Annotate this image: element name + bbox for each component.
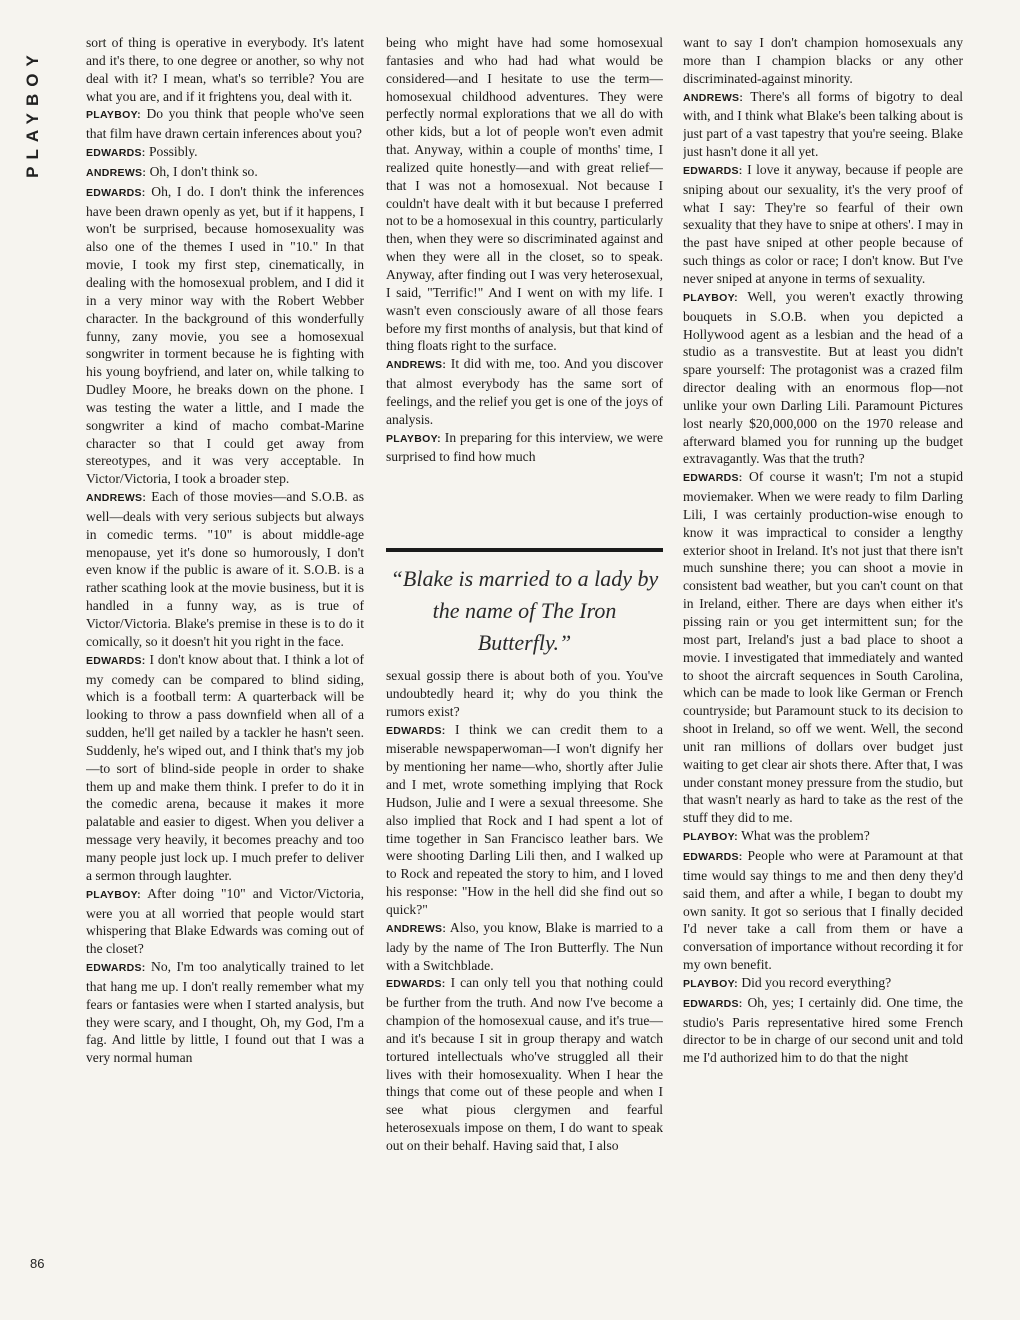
- speaker-label: ANDREWS:: [386, 359, 447, 372]
- interview-paragraph: [386, 429, 663, 467]
- paragraph-text: Do you think that people who've seen that film have drawn certain inferences about you?: [86, 106, 364, 142]
- magazine-name: PLAYBOY: [23, 48, 42, 178]
- magazine-masthead: [16, 28, 50, 198]
- speaker-label: PLAYBOY:: [86, 888, 141, 901]
- interview-paragraph: [386, 667, 663, 721]
- interview-paragraph: [86, 143, 364, 163]
- article-column-2-bottom: [386, 667, 663, 1284]
- speaker-label: PLAYBOY:: [683, 291, 738, 304]
- paragraph-text: Oh, yes; I certainly did. One time, the studio's Paris representative hired some French director to be in charge of our second unit and told me I'd authorized him to do that the night: [683, 994, 963, 1066]
- speaker-label: EDWARDS:: [86, 186, 146, 199]
- paragraph-text: sort of thing is operative in everybody. It's latent and it's there, to one degree or another, so why not deal with it? I mean, what's so terrible? You are what you are, and if it frightens you, deal with it.: [86, 35, 364, 104]
- interview-paragraph: [86, 958, 364, 1067]
- paragraph-text: I don't know about that. I think a lot of my comedy can be compared to blind siding, which is a football term: A quarterback will be looking to throw a pass downfield when all of a sudden, he'll get nailed by a tackler he hasn't seen. Suddenly, he's wiped out, and I think that's my job—to sort of blind-side people in order to shake them up and make them think. I prefer to do it in the comedic arena, because it makes it more palatable and easier to digest. When you deliver a message very heavily, it becomes preachy and too many people just lock up. I much prefer to deliver a sermon through laughter.: [86, 651, 364, 883]
- paragraph-text: Also, you know, Blake is married to a lady by the name of The Iron Butterfly. The Nun with a Switchblade.: [386, 919, 663, 973]
- interview-paragraph: [386, 974, 663, 1154]
- paragraph-text: I can only tell you that nothing could be further from the truth. And now I've become a champion of the homosexual cause, and it's true—and it's because I sit in group therapy and watch tortured intellectuals who've struggled all their lives with their homosexuality. When I hear the things that come out of these people and when I see what pious clergymen and fearful heterosexuals impose on them, I do want to speak out on their behalf. Having said that, I also: [386, 975, 663, 1153]
- speaker-label: PLAYBOY:: [386, 432, 441, 445]
- interview-paragraph: [86, 885, 364, 958]
- interview-paragraph: [86, 183, 364, 488]
- speaker-label: EDWARDS:: [683, 164, 743, 177]
- speaker-label: EDWARDS:: [386, 978, 446, 991]
- speaker-label: PLAYBOY:: [86, 109, 141, 122]
- paragraph-text: Well, you weren't exactly throwing bouquets in S.O.B. when you depicted a Hollywood agent as a lesbian and the head of a studio as a transvestite. But at least you didn't spare yourself: The protagonist was a crazed film director dealing with an enormous flop—not unlike your own Darling Lili. Paramount Pictures lost nearly $20,000,000 on the 1970 release and afterward blamed you for running up the budget extravagantly. Was that the truth?: [683, 288, 963, 467]
- interview-paragraph: [386, 355, 663, 428]
- interview-paragraph: [86, 651, 364, 885]
- speaker-label: EDWARDS:: [386, 724, 446, 737]
- speaker-label: EDWARDS:: [86, 654, 146, 667]
- interview-paragraph: [683, 34, 963, 88]
- interview-paragraph: [683, 994, 963, 1067]
- paragraph-text: Each of those movies—and S.O.B. as well—deals with very serious subjects but always in comedic terms. "10" is about middle-age menopause, yet it's done so humorously, I don't even know if the public is aware of it. S.O.B. is a rather scathing look at the movie business, but it is handled in a funny way, as is true of Victor/Victoria. Blake's premise in these is to do it comically, so it doesn't hit you right in the face.: [86, 489, 364, 649]
- interview-paragraph: [86, 105, 364, 143]
- interview-paragraph: [683, 288, 963, 468]
- speaker-label: PLAYBOY:: [683, 977, 738, 990]
- paragraph-text: being who might have had some homosexual fantasies and who had had what would be considered—and I hesitate to use the term—homosexual childhood adventures. They were perfectly normal explorations that we all do with other kids, but a lot of people won't even admit that. Anyway, within a couple of months' time, I realized quite honestly—and with great relief—that I was not a homosexual. Not because I couldn't have dealt with it but because I preferred not to be a homosexual in this country, particularly then, when they were so discriminated against and when they were all in the closet, so to speak. Anyway, after finding out I was very heterosexual, I said, "Terrific!" And I went on with my life. I wasn't even consciously aware of all those fears before my first months of analysis, but that kind of thing floats right to the surface.: [386, 35, 663, 354]
- article-column-1: [86, 34, 364, 1284]
- interview-paragraph: [683, 88, 963, 161]
- interview-paragraph: [86, 163, 364, 183]
- speaker-label: PLAYBOY:: [683, 831, 738, 844]
- article-column-3: [683, 34, 963, 1284]
- speaker-label: EDWARDS:: [683, 472, 743, 485]
- article-column-2-top: [386, 34, 663, 530]
- paragraph-text: I think we can credit them to a miserable newspaperwoman—I won't dignify her by mentioning her name—who, shortly after Julie and I met, wrote something implying that Rock Hudson, Julie and I were a sexual threesome. She also implied that Rock and I had spent a lot of time together in San Francisco leather bars. We were shooting Darling Lili then, and I walked up to Rock and repeated the story to him, and I loved his response: "How in the hell did she find out so quick?": [386, 721, 663, 917]
- paragraph-text: There's all forms of bigotry to deal with, and I think what Blake's been talking about is just part of a vast tapestry that you're seeing. Blake just hasn't done it all yet.: [683, 88, 963, 160]
- interview-paragraph: [683, 827, 963, 847]
- speaker-label: EDWARDS:: [86, 147, 146, 160]
- paragraph-text: I love it anyway, because if people are sniping about our sexuality, it's the very proof of what I say: They're so fearful of their own sexuality that they have to snipe at others'. I may in the past have sniped at other people because of such things as color or race; I don't know. But I've never sniped at anyone in terms of sexuality.: [683, 161, 963, 286]
- speaker-label: ANDREWS:: [386, 922, 447, 935]
- interview-paragraph: [386, 34, 663, 355]
- interview-paragraph: [683, 161, 963, 288]
- speaker-label: EDWARDS:: [683, 850, 743, 863]
- paragraph-text: After doing "10" and Victor/Victoria, were you at all worried that people would start whispering that Blake Edwards was coming out of the closet?: [86, 885, 364, 957]
- paragraph-text: Of course it wasn't; I'm not a stupid moviemaker. When we were ready to film Darling Lili, I was certainly production-wise enough to know it was impractical to consider a lengthy exterior shoot in Ireland. It's not just that there isn't much sunshine there; you can shoot a movie in consistent bad weather, but you can't count on that in Ireland, either. There are days when either it's pissing rain or you get intermittent sun; for the most part, Ireland's just a bad place to shoot a movie. I investigated that immediately and wanted to shoot the aircraft sequences in South Carolina, which can be made to look like German or French countryside; but Paramount stuck to its decision to shoot in Ireland, so off we went. Well, the second unit ran millions of dollars over budget just waiting to get clear air shots there. After that, I was under constant money pressure from the studio, but that wasn't nearly as hard to take as the rest of the stuff they did to me.: [683, 469, 963, 826]
- paragraph-text: No, I'm too analytically trained to let that hang me up. I don't really remember what my fears or fantasies were when I started analysis, but they were scary, and I thought, Oh, my God, I'm a fag. And little by little, I found out that I was a very normal human: [86, 959, 364, 1066]
- page-number: 86: [30, 1256, 45, 1271]
- interview-paragraph: [86, 488, 364, 651]
- paragraph-text: Did you record everything?: [741, 974, 892, 990]
- paragraph-text: Oh, I do. I don't think the inferences have been drawn openly as yet, but if it happens, I won't be surprised, because homosexuality was also one of the themes I used in "10." In that movie, I took my first step, cinematically, in dealing with the homosexual problem, and I did it in a very minor way with the Robert Webber character. In the background of this wonderfully funny, zany movie, you see a homosexual songwriter in torment because he is fighting with his young boyfriend, and later on, while talking to Dudley Moore, he breaks down on the phone. I was testing the water a little, and I made the songwriter a kind of macho combat-Marine character so that I could get away from stereotypes, and it was very acceptable. In Victor/Victoria, I took a broader step.: [86, 183, 364, 487]
- interview-paragraph: [683, 974, 963, 994]
- paragraph-text: sexual gossip there is about both of you. You've undoubtedly heard it; why do you think the rumors exist?: [386, 668, 663, 719]
- pull-quote-rule: [386, 548, 663, 552]
- interview-paragraph: [683, 468, 963, 827]
- interview-paragraph: [86, 34, 364, 105]
- interview-paragraph: [386, 721, 663, 919]
- interview-paragraph: [683, 847, 963, 974]
- speaker-label: EDWARDS:: [86, 962, 146, 975]
- paragraph-text: What was the problem?: [741, 828, 870, 844]
- speaker-label: ANDREWS:: [86, 166, 147, 179]
- pull-quote: “Blake is married to a lady by the name of The Iron Butterfly.”: [390, 566, 659, 655]
- paragraph-text: People who were at Paramount at that time would say things to me and then deny they'd said them, and after a while, I began to doubt my own sanity. It got so serious that I finally decided I'd never take a call from them or have a conversation of importance without recording it for my own benefit.: [683, 847, 963, 973]
- paragraph-text: Possibly.: [148, 144, 198, 160]
- paragraph-text: Oh, I don't think so.: [149, 163, 258, 179]
- paragraph-text: In preparing for this interview, we were surprised to find how much: [386, 429, 663, 465]
- paragraph-text: want to say I don't champion homosexuals any more than I champion blacks or any other discriminated-against minority.: [683, 35, 963, 86]
- speaker-label: ANDREWS:: [86, 492, 147, 505]
- interview-paragraph: [386, 919, 663, 975]
- paragraph-text: It did with me, too. And you discover that almost everybody has the same sort of feelings, and the relief you get is one of the joys of analysis.: [386, 356, 663, 427]
- speaker-label: EDWARDS:: [683, 997, 743, 1010]
- speaker-label: ANDREWS:: [683, 91, 744, 104]
